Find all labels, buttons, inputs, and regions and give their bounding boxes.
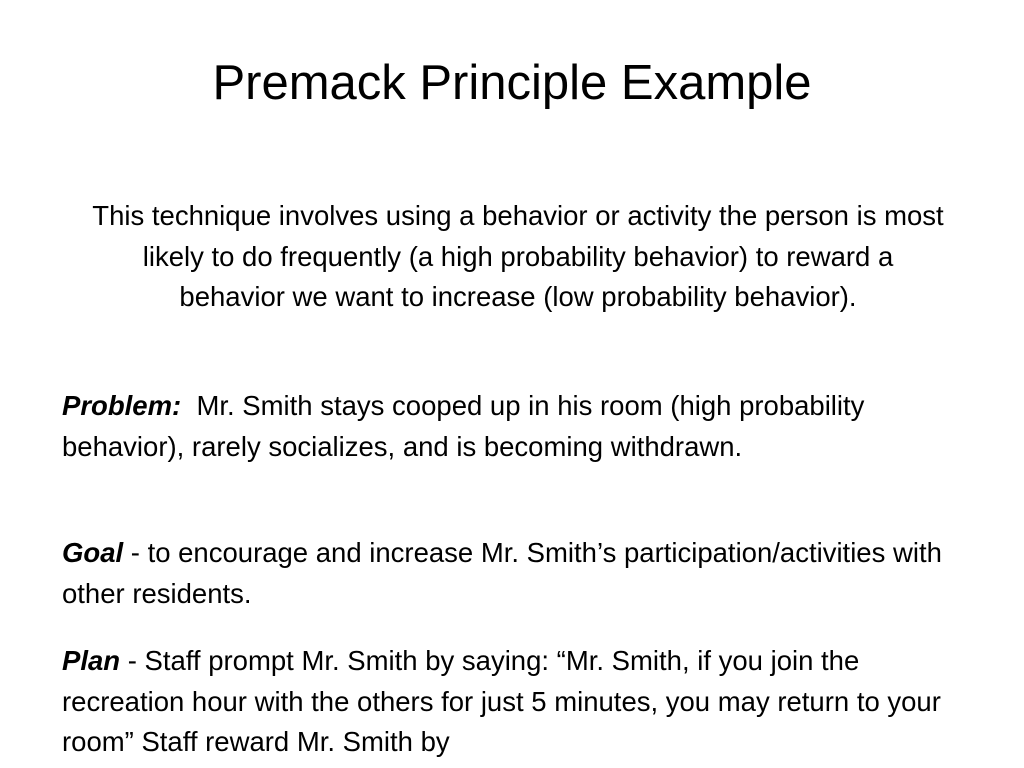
goal-label: Goal <box>62 537 124 568</box>
slide-title: Premack Principle Example <box>212 56 812 110</box>
problem-label: Problem: <box>62 390 182 421</box>
plan-paragraph <box>62 641 962 763</box>
intro-paragraph: This technique involves using a behavior or activity the person is most likely to do frequently (a high probability behavior) to reward a behavior we want to increase (low probability behavior). <box>92 200 944 312</box>
goal-paragraph <box>62 533 962 614</box>
plan-label: Plan <box>62 645 121 676</box>
problem-paragraph <box>62 386 962 467</box>
goal-text: - to encourage and increase Mr. Smith’s participation/activities with other residents. <box>62 537 942 609</box>
problem-text: Mr. Smith stays cooped up in his room (high probability behavior), rarely socializes, and is becoming withdrawn. <box>62 390 865 462</box>
plan-text: - Staff prompt Mr. Smith by saying: “Mr. Smith, if you join the recreation hour with the others for just 5 minutes, you may return to your room” Staff reward Mr. Smith by <box>62 645 941 757</box>
